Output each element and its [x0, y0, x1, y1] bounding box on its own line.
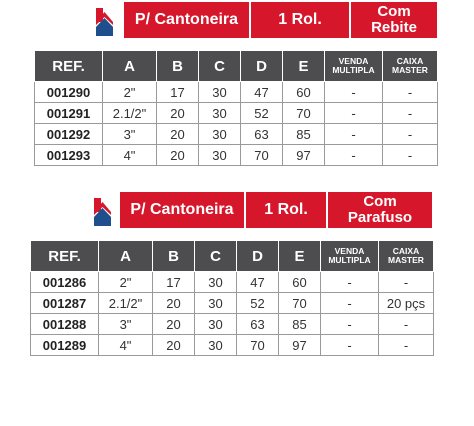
venda-cell: -: [325, 82, 383, 103]
table-row: [35, 82, 438, 103]
product-block-rebite: [0, 0, 474, 180]
product-block-parafuso: [0, 190, 474, 370]
spec-table: [34, 50, 438, 166]
variant-label: Com Rebite: [351, 2, 437, 38]
d-cell: 47: [237, 272, 279, 293]
ref-cell: 001289: [31, 335, 99, 356]
e-cell: 60: [279, 272, 321, 293]
venda-cell: -: [321, 314, 379, 335]
d-cell: 70: [237, 335, 279, 356]
c-cell: 30: [199, 103, 241, 124]
variant-label: Com Parafuso: [328, 192, 432, 228]
col-ref: REF.: [31, 241, 99, 272]
ref-cell: 001288: [31, 314, 99, 335]
b-cell: 17: [157, 82, 199, 103]
a-cell: 2.1/2": [103, 103, 157, 124]
d-cell: 47: [241, 82, 283, 103]
ref-cell: 001292: [35, 124, 103, 145]
e-cell: 97: [283, 145, 325, 166]
caixa-cell: -: [383, 82, 438, 103]
ref-cell: 001287: [31, 293, 99, 314]
d-cell: 52: [241, 103, 283, 124]
a-cell: 4": [103, 145, 157, 166]
c-cell: 30: [195, 293, 237, 314]
col-a: A: [103, 51, 157, 82]
col-b: B: [153, 241, 195, 272]
brand-logo-icon: [94, 198, 111, 226]
col-e: E: [279, 241, 321, 272]
caixa-cell: -: [383, 103, 438, 124]
b-cell: 20: [157, 103, 199, 124]
c-cell: 30: [199, 82, 241, 103]
col-d: D: [237, 241, 279, 272]
caixa-cell: 20 pçs: [379, 293, 434, 314]
table-row: [31, 272, 434, 293]
ref-cell: 001290: [35, 82, 103, 103]
brand-logo-icon: [96, 8, 113, 36]
type-label: P/ Cantoneira: [120, 192, 246, 228]
caixa-cell: -: [379, 272, 434, 293]
col-c: C: [195, 241, 237, 272]
b-cell: 20: [153, 293, 195, 314]
ref-cell: 001293: [35, 145, 103, 166]
a-cell: 2": [103, 82, 157, 103]
venda-cell: -: [325, 124, 383, 145]
col-ref: REF.: [35, 51, 103, 82]
a-cell: 3": [103, 124, 157, 145]
venda-cell: -: [321, 335, 379, 356]
qty-label: 1 Rol.: [251, 2, 351, 38]
venda-cell: -: [321, 293, 379, 314]
table-row: [35, 103, 438, 124]
venda-cell: -: [325, 103, 383, 124]
b-cell: 17: [153, 272, 195, 293]
caixa-cell: -: [379, 314, 434, 335]
e-cell: 60: [283, 82, 325, 103]
table-row: [35, 145, 438, 166]
caixa-cell: -: [383, 145, 438, 166]
caixa-cell: -: [383, 124, 438, 145]
e-cell: 85: [283, 124, 325, 145]
e-cell: 97: [279, 335, 321, 356]
col-a: A: [99, 241, 153, 272]
b-cell: 20: [153, 335, 195, 356]
table-row: [31, 314, 434, 335]
table-title-bar: [120, 192, 432, 228]
type-label: P/ Cantoneira: [124, 2, 251, 38]
header-row: [31, 241, 434, 272]
col-caixa-master: CAIXA MASTER: [379, 241, 434, 272]
d-cell: 70: [241, 145, 283, 166]
col-e: E: [283, 51, 325, 82]
c-cell: 30: [199, 124, 241, 145]
b-cell: 20: [153, 314, 195, 335]
table-row: [31, 335, 434, 356]
caixa-cell: -: [379, 335, 434, 356]
ref-cell: 001291: [35, 103, 103, 124]
ref-cell: 001286: [31, 272, 99, 293]
d-cell: 63: [241, 124, 283, 145]
spec-table: [30, 240, 434, 356]
header-row: [35, 51, 438, 82]
c-cell: 30: [195, 272, 237, 293]
col-venda-multipla: VENDA MULTIPLA: [325, 51, 383, 82]
b-cell: 20: [157, 124, 199, 145]
table-row: [35, 124, 438, 145]
table-title-bar: [124, 2, 437, 38]
col-caixa-master: CAIXA MASTER: [383, 51, 438, 82]
b-cell: 20: [157, 145, 199, 166]
venda-cell: -: [321, 272, 379, 293]
c-cell: 30: [199, 145, 241, 166]
c-cell: 30: [195, 314, 237, 335]
col-d: D: [241, 51, 283, 82]
col-c: C: [199, 51, 241, 82]
e-cell: 70: [279, 293, 321, 314]
a-cell: 2.1/2": [99, 293, 153, 314]
qty-label: 1 Rol.: [246, 192, 328, 228]
a-cell: 2": [99, 272, 153, 293]
col-b: B: [157, 51, 199, 82]
venda-cell: -: [325, 145, 383, 166]
table-row: [31, 293, 434, 314]
a-cell: 4": [99, 335, 153, 356]
d-cell: 63: [237, 314, 279, 335]
e-cell: 70: [283, 103, 325, 124]
d-cell: 52: [237, 293, 279, 314]
col-venda-multipla: VENDA MULTIPLA: [321, 241, 379, 272]
c-cell: 30: [195, 335, 237, 356]
a-cell: 3": [99, 314, 153, 335]
e-cell: 85: [279, 314, 321, 335]
